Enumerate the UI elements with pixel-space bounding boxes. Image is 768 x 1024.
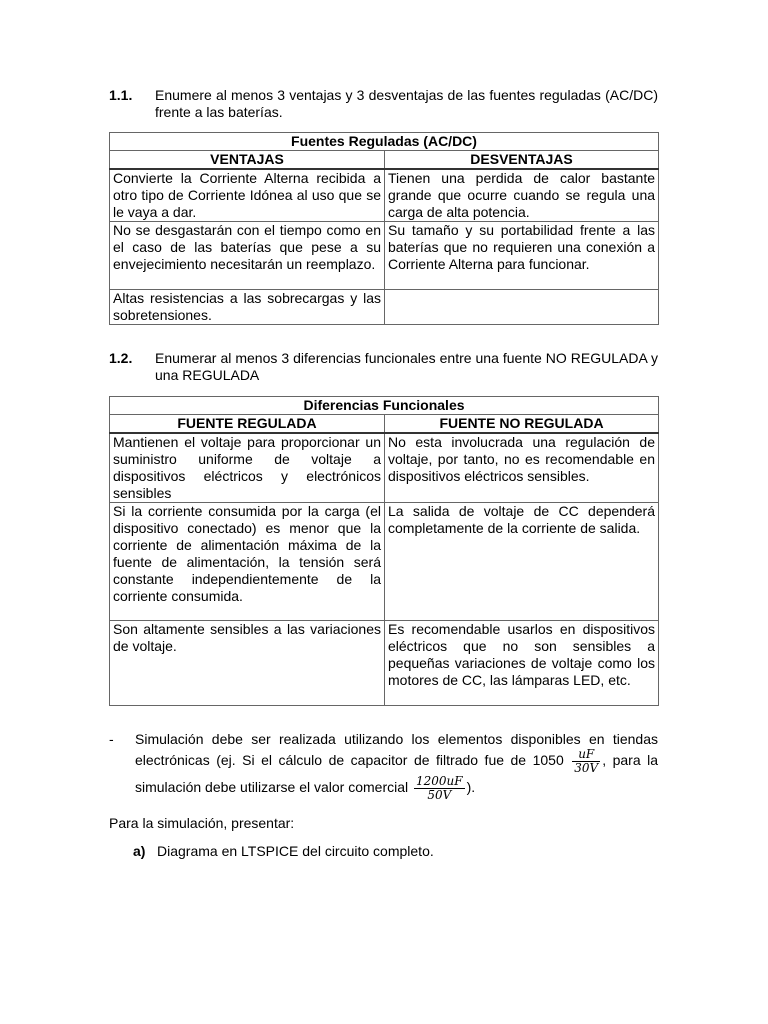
table-cell: Tienen una perdida de calor bastante grande que ocurre cuando se regula una carga de alta potencia. <box>385 169 659 222</box>
table-row <box>110 503 659 621</box>
fraction-uf-per-30v <box>572 748 600 775</box>
table-row <box>110 290 659 325</box>
table-cell: Si la corriente consumida por la carga (el dispositivo conectado) es menor que la corriente de alimentación máxima de la fuente de alimentación, la tensión será constante independientemente de la corriente consumida. <box>110 503 385 621</box>
question-text: Enumere al menos 3 ventajas y 3 desventajas de las fuentes reguladas (AC/DC) frente a las baterías. <box>155 87 658 120</box>
table-cell: La salida de voltaje de CC dependerá completamente de la corriente de salida. <box>385 503 659 621</box>
fraction-denominator: 50V <box>427 788 452 802</box>
table-fuentes-reguladas <box>109 132 659 325</box>
simulation-note <box>109 731 658 803</box>
question-number: 1.2. <box>109 350 133 366</box>
table-title: Fuentes Reguladas (AC/DC) <box>110 133 659 151</box>
question-1-1 <box>109 87 658 121</box>
table-cell: No esta involucrada una regulación de voltaje, por tanto, no es recomendable en dispositivos eléctricos sensibles. <box>385 433 659 503</box>
question-text: Enumerar al menos 3 diferencias funcionales entre una fuente NO REGULADA y una REGULADA <box>155 350 658 383</box>
fraction-denominator: 30V <box>574 761 599 775</box>
question-1-2 <box>109 350 658 384</box>
fraction-numerator: uF <box>572 748 600 762</box>
note-text <box>135 731 658 802</box>
column-header-ventajas: VENTAJAS <box>110 151 385 170</box>
simulation-intro: Para la simulación, presentar: <box>109 815 295 831</box>
note-text-part: Simulación debe ser realizada utilizando los elementos disponibles en tiendas electrónicas (ej. Si el cálculo de capacitor de filtrado fue de 1050 <box>135 731 658 769</box>
table-cell <box>385 290 659 325</box>
table-row <box>110 621 659 706</box>
column-header-desventajas: DESVENTAJAS <box>385 151 659 170</box>
table-cell: Mantienen el voltaje para proporcionar un suministro uniforme de voltaje a dispositivos eléctricos y electrónicos sensibles <box>110 433 385 503</box>
question-number: 1.1. <box>109 87 133 103</box>
table-cell: Es recomendable usarlos en dispositivos eléctricos que no son sensibles a pequeñas variaciones de voltaje como los motores de CC, las lámparas LED, etc. <box>385 621 659 706</box>
bullet-dash: - <box>109 731 114 747</box>
note-text-part: , para la simulación debe utilizarse el valor comercial <box>135 752 659 796</box>
table-row <box>110 169 659 222</box>
note-text-part: ). <box>466 779 476 796</box>
fraction-numerator: 1200uF <box>416 774 463 788</box>
table-title: Diferencias Funcionales <box>110 397 659 415</box>
simulation-item-a <box>133 843 434 860</box>
table-cell: Convierte la Corriente Alterna recibida a otro tipo de Corriente Idónea al uso que se le vaya a dar. <box>110 169 385 222</box>
table-cell: Su tamaño y su portabilidad frente a las baterías que no requieren una conexión a Corriente Alterna para funcionar. <box>385 222 659 290</box>
column-header-fuente-regulada: FUENTE REGULADA <box>110 415 385 434</box>
table-cell: No se desgastarán con el tiempo como en el caso de las baterías que pese a su envejecimiento necesitarán un reemplazo. <box>110 222 385 290</box>
item-text: Diagrama en LTSPICE del circuito completo. <box>157 843 434 859</box>
table-diferencias-funcionales <box>109 396 659 706</box>
table-cell: Son altamente sensibles a las variaciones de voltaje. <box>110 621 385 706</box>
item-label: a) <box>133 843 146 859</box>
fraction-1200uf-per-50v <box>414 775 465 802</box>
table-cell: Altas resistencias a las sobrecargas y las sobretensiones. <box>110 290 385 325</box>
table-row <box>110 222 659 290</box>
column-header-fuente-no-regulada: FUENTE NO REGULADA <box>385 415 659 434</box>
table-row <box>110 433 659 503</box>
